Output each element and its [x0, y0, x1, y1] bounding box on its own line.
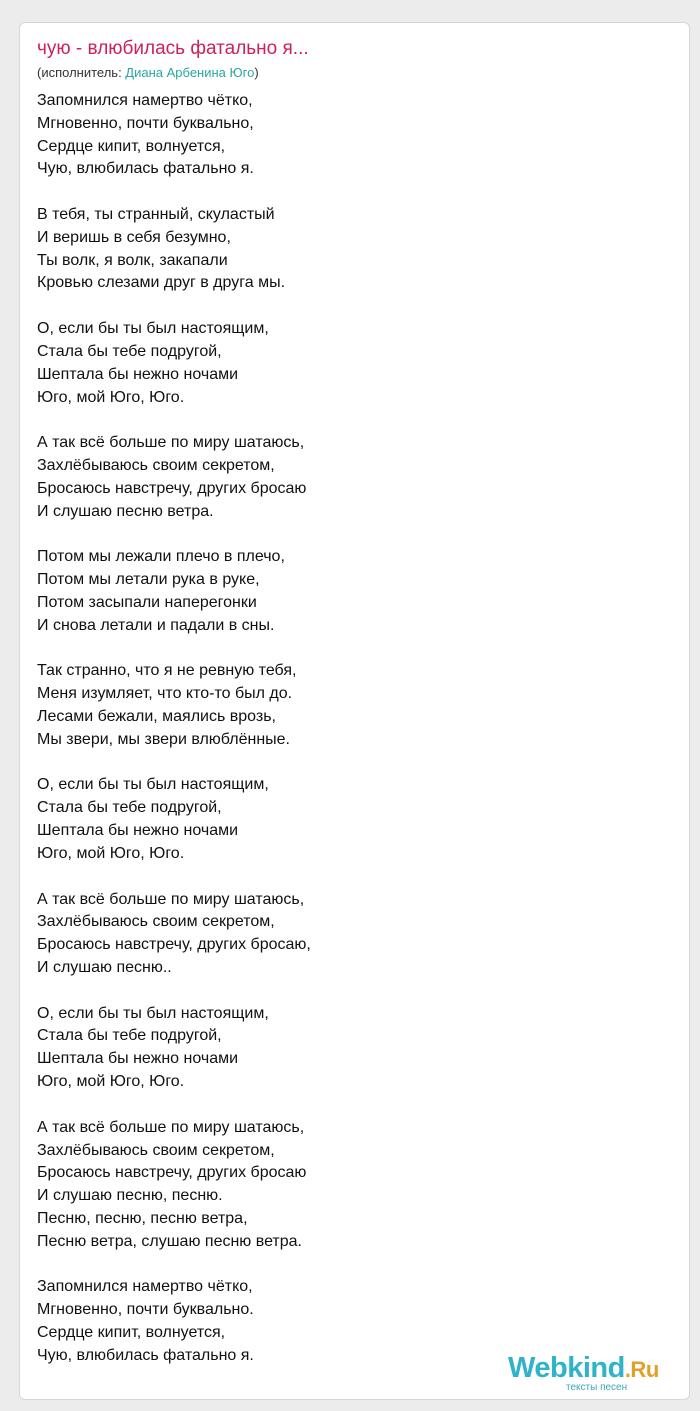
webkind-logo: [508, 1352, 683, 1396]
lyrics-stanza: [37, 1117, 597, 1254]
lyric-line: Песню ветра, слушаю песню ветра.: [37, 1232, 302, 1250]
lyric-line: Юго, мой Юго, Юго.: [37, 388, 185, 406]
lyric-line: В тебя, ты странный, скуластый: [37, 206, 275, 224]
logo-subtitle: тексты песен: [566, 1382, 628, 1393]
lyric-line: И снова летали и падали в сны.: [37, 616, 275, 634]
lyric-line: А так всё больше по миру шатаюсь,: [37, 1118, 305, 1136]
lyric-line: Потом засыпали наперегонки: [37, 593, 257, 611]
lyric-line: Бросаюсь навстречу, других бросаю: [37, 479, 307, 497]
lyric-line: Стала бы тебе подругой,: [37, 799, 222, 817]
lyric-line: Юго, мой Юго, Юго.: [37, 844, 185, 862]
lyrics-stanza: [37, 774, 597, 865]
logo-wordmark: Webkind.Ru: [508, 1352, 659, 1384]
lyric-line: Потом мы летали рука в руке,: [37, 571, 260, 589]
lyric-line: Сердце кипит, волнуется,: [37, 1323, 226, 1341]
lyric-line: О, если бы ты был настоящим,: [37, 776, 269, 794]
lyrics-stanza: [37, 318, 597, 409]
lyric-line: Стала бы тебе подругой,: [37, 342, 222, 360]
lyrics-stanza: [37, 432, 597, 523]
lyric-line: О, если бы ты был настоящим,: [37, 320, 269, 338]
lyrics-stanza: [37, 889, 597, 980]
lyrics-body: [37, 90, 597, 1390]
lyric-line: Бросаюсь навстречу, других бросаю: [37, 1164, 307, 1182]
lyric-line: И слушаю песню ветра.: [37, 502, 214, 520]
lyric-line: Стала бы тебе подругой,: [37, 1027, 222, 1045]
lyric-line: Кровью слезами друг в друга мы.: [37, 274, 286, 292]
lyric-line: О, если бы ты был настоящим,: [37, 1004, 269, 1022]
lyric-line: И слушаю песню..: [37, 958, 172, 976]
lyrics-stanza: [37, 660, 597, 751]
lyric-line: И веришь в себя безумно,: [37, 228, 231, 246]
lyric-line: Шептала бы нежно ночами: [37, 822, 239, 840]
lyric-line: Меня изумляет, что кто-то был до.: [37, 685, 293, 703]
song-title: чую - влюбилась фатально я...: [37, 38, 309, 59]
lyric-line: Юго, мой Юго, Юго.: [37, 1073, 185, 1091]
logo-tld: .Ru: [624, 1357, 659, 1382]
lyrics-stanza: [37, 1003, 597, 1094]
lyric-line: Мгновенно, почти буквально.: [37, 1301, 254, 1319]
lyric-line: Потом мы лежали плечо в плечо,: [37, 548, 285, 566]
performer-link[interactable]: Диана Арбенина Юго: [125, 65, 255, 80]
lyric-line: Шептала бы нежно ночами: [37, 365, 239, 383]
lyric-line: Мы звери, мы звери влюблённые.: [37, 730, 290, 748]
lyric-line: Захлёбываюсь своим секретом,: [37, 457, 275, 475]
performer-line: [37, 64, 259, 82]
lyric-line: Запомнился намертво чётко,: [37, 92, 253, 109]
lyric-line: Бросаюсь навстречу, других бросаю,: [37, 936, 311, 954]
lyrics-stanza: [37, 546, 597, 637]
lyric-line: Захлёбываюсь своим секретом,: [37, 1141, 275, 1159]
lyric-line: Захлёбываюсь своим секретом,: [37, 913, 275, 931]
lyric-line: Чую, влюбилась фатально я.: [37, 1346, 254, 1364]
lyric-line: Чую, влюбилась фатально я.: [37, 160, 254, 178]
lyric-line: Запомнился намертво чётко,: [37, 1278, 253, 1296]
lyrics-stanza: [37, 204, 597, 295]
performer-suffix: ): [254, 65, 259, 80]
lyric-line: Шептала бы нежно ночами: [37, 1050, 239, 1068]
lyric-line: И слушаю песню, песню.: [37, 1187, 223, 1205]
performer-prefix: (исполнитель:: [37, 65, 126, 80]
lyric-line: А так всё больше по миру шатаюсь,: [37, 890, 305, 908]
lyric-line: Мгновенно, почти буквально,: [37, 114, 254, 132]
lyric-line: Лесами бежали, маялись врозь,: [37, 707, 276, 725]
lyric-line: А так всё больше по миру шатаюсь,: [37, 434, 305, 452]
lyric-line: Сердце кипит, волнуется,: [37, 137, 226, 155]
lyric-line: Так странно, что я не ревную тебя,: [37, 662, 297, 680]
lyric-line: Ты волк, я волк, закапали: [37, 251, 228, 269]
lyrics-stanza: [37, 90, 597, 181]
lyric-line: Песню, песню, песню ветра,: [37, 1209, 248, 1227]
